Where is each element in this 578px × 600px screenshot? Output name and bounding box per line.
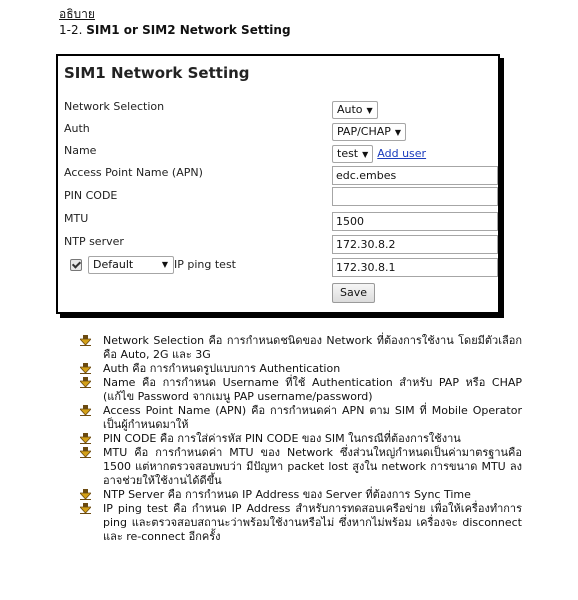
description-text: Auth คือ การกำหนดรูปแบบการ Authentication <box>103 362 341 375</box>
description-item <box>80 446 522 488</box>
description-text: Name คือ การกำหนด Username ที่ใช้ Authentication สำหรับ PAP หรือ CHAP (แก้ไข Password จากเมนู PAP username/password) <box>103 376 522 403</box>
row-ntp <box>64 233 492 253</box>
sim1-settings-panel <box>56 54 500 314</box>
pin-input[interactable] <box>332 187 498 206</box>
description-item <box>80 404 522 432</box>
row-name <box>64 142 492 162</box>
description-item <box>80 376 522 404</box>
row-apn <box>64 164 492 184</box>
document-header <box>59 6 291 38</box>
row-mtu <box>64 210 492 230</box>
label-auth: Auth <box>64 122 90 135</box>
description-item <box>80 334 522 362</box>
description-text: IP ping test คือ กำหนด IP Address สำหรับการทดสอบเครือข่าย เพื่อให้เครื่องทำการ ping และตรวจสอบสถานะว่าพร้อมใช้งานหรือไม่ ซึ่งหากไม่พร้อม เครื่องจะ disconnect และ re-connect อีกครั้ง <box>103 502 522 543</box>
label-name: Name <box>64 144 97 157</box>
description-text: PIN CODE คือ การใส่ค่ารหัส PIN CODE ของ SIM ในกรณีที่ต้องการใช้งาน <box>103 432 461 445</box>
auth-value: PAP/CHAP <box>337 125 391 138</box>
network-selection-select[interactable] <box>332 101 378 119</box>
description-text: MTU คือ การกำหนดค่า MTU ของ Network ซึ่งส่วนใหญ่กำหนดเป็นค่ามาตรฐานคือ 1500 แต่หากตรวจสอบพบว่า มีปัญหา packet lost สูงใน network การขนาด MTU ลง อาจช่วยให้ใช้งานได้ดีขึ้น <box>103 446 522 487</box>
description-text: Network Selection คือ การกำหนดชนิดของ Network ที่ต้องการใช้งาน โดยมีตัวเลือกคือ Auto, 2G และ 3G <box>103 334 522 361</box>
ntp-input[interactable]: 172.30.8.2 <box>332 235 498 254</box>
arrow-down-bullet-icon <box>80 377 91 388</box>
description-item <box>80 432 522 446</box>
apn-input[interactable]: edc.embes <box>332 166 498 185</box>
row-save <box>64 281 492 301</box>
row-network-selection <box>64 98 492 118</box>
row-ip-ping <box>64 256 492 276</box>
auth-select[interactable] <box>332 123 406 141</box>
row-pin <box>64 187 492 207</box>
ping-mode-value: Default <box>93 258 134 271</box>
arrow-down-bullet-icon <box>80 489 91 500</box>
description-item <box>80 362 522 376</box>
name-value: test <box>337 147 359 160</box>
arrow-down-bullet-icon <box>80 503 91 514</box>
description-list <box>80 334 522 544</box>
section-heading <box>59 23 291 37</box>
section-prefix: 1-2. <box>59 23 87 37</box>
triangle-down-icon: ▼ <box>362 150 369 159</box>
doc-title: อธิบาย <box>59 7 95 21</box>
section-title: SIM1 or SIM2 Network Setting <box>86 23 291 37</box>
arrow-down-bullet-icon <box>80 405 91 416</box>
arrow-down-bullet-icon <box>80 433 91 444</box>
triangle-down-icon: ▼ <box>161 260 168 269</box>
row-auth <box>64 120 492 140</box>
label-mtu: MTU <box>64 212 89 225</box>
panel-title: SIM1 Network Setting <box>64 64 250 82</box>
arrow-down-bullet-icon <box>80 447 91 458</box>
triangle-down-icon: ▼ <box>394 128 402 137</box>
add-user-link[interactable]: Add user <box>377 147 427 160</box>
label-pin: PIN CODE <box>64 189 118 202</box>
label-ntp: NTP server <box>64 235 124 248</box>
arrow-down-bullet-icon <box>80 335 91 346</box>
description-text: NTP Server คือ การกำหนด IP Address ของ Server ที่ต้องการ Sync Time <box>103 488 471 501</box>
save-button[interactable]: Save <box>332 283 375 303</box>
description-text: Access Point Name (APN) คือ การกำหนดค่า APN ตาม SIM ที่ Mobile Operator เป็นผู้กำหนดมาให้ <box>103 404 522 431</box>
network-selection-value: Auto <box>337 103 363 116</box>
label-ip-ping: IP ping test <box>174 258 236 271</box>
name-select[interactable] <box>332 145 373 163</box>
ping-enable-checkbox[interactable] <box>70 259 82 271</box>
ping-mode-select[interactable] <box>88 256 174 274</box>
arrow-down-bullet-icon <box>80 363 91 374</box>
description-item <box>80 502 522 544</box>
ip-ping-input[interactable]: 172.30.8.1 <box>332 258 498 277</box>
description-item <box>80 488 522 502</box>
mtu-input[interactable]: 1500 <box>332 212 498 231</box>
label-apn: Access Point Name (APN) <box>64 166 203 179</box>
label-network-selection: Network Selection <box>64 100 165 113</box>
triangle-down-icon: ▼ <box>366 106 373 115</box>
